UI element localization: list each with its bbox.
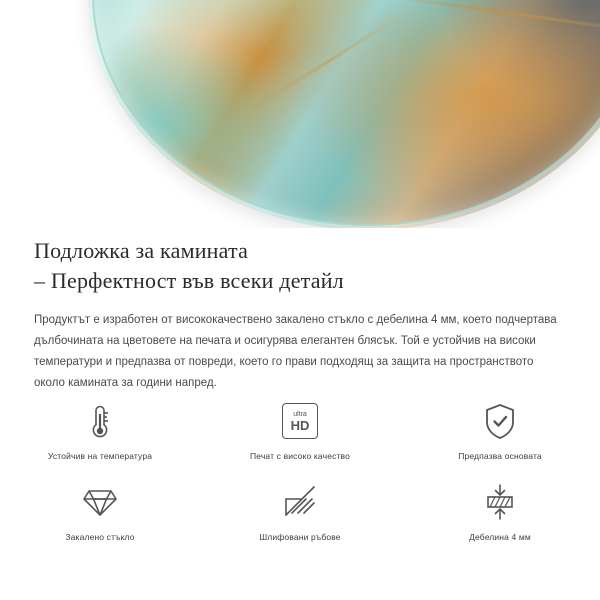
feature-surface-protection	[400, 398, 600, 461]
glass-plate-edge	[92, 0, 600, 226]
feature-label: Печат с високо качество	[250, 451, 350, 461]
feature-label: Предпазва основата	[458, 451, 542, 461]
diamond-icon	[81, 479, 119, 525]
page-title	[0, 228, 600, 296]
feature-label: Дебелина 4 мм	[469, 532, 531, 542]
ultra-hd-badge-top: ultra	[293, 410, 307, 418]
headline-line-2: – Перфектност във всеки детайл	[34, 268, 344, 293]
feature-temperature-resistant	[0, 398, 200, 461]
feature-label: Шлифовани ръбове	[259, 532, 341, 542]
thickness-arrows-icon	[481, 479, 519, 525]
feature-tempered-glass	[0, 479, 200, 542]
text-content	[0, 228, 600, 394]
polished-edges-icon	[282, 479, 318, 525]
headline-line-1: Подложка за камината	[34, 238, 249, 263]
feature-label: Устойчив на температура	[47, 451, 153, 461]
shield-check-icon	[483, 398, 517, 444]
ultra-hd-badge-bottom: HD	[290, 417, 310, 433]
feature-print-quality	[200, 398, 400, 461]
feature-grid	[0, 398, 600, 542]
ultra-hd-print-icon	[282, 398, 318, 444]
feature-polished-edges	[200, 479, 400, 542]
description-paragraph: Продуктът е изработен от висококачествено закалено стъкло с дебелина 4 мм, което подчертава дълбочината на цветовете на печата и осигурява елегантен блясък. Той е устойчив на високи температури и предпазва от повреди, което го прави подходящ за защита на пространството около камината за години напред.	[34, 314, 557, 389]
feature-thickness	[400, 479, 600, 542]
feature-label: Закалено стъкло	[65, 532, 135, 542]
hero-product-image	[0, 0, 600, 228]
thermometer-icon	[83, 398, 117, 444]
